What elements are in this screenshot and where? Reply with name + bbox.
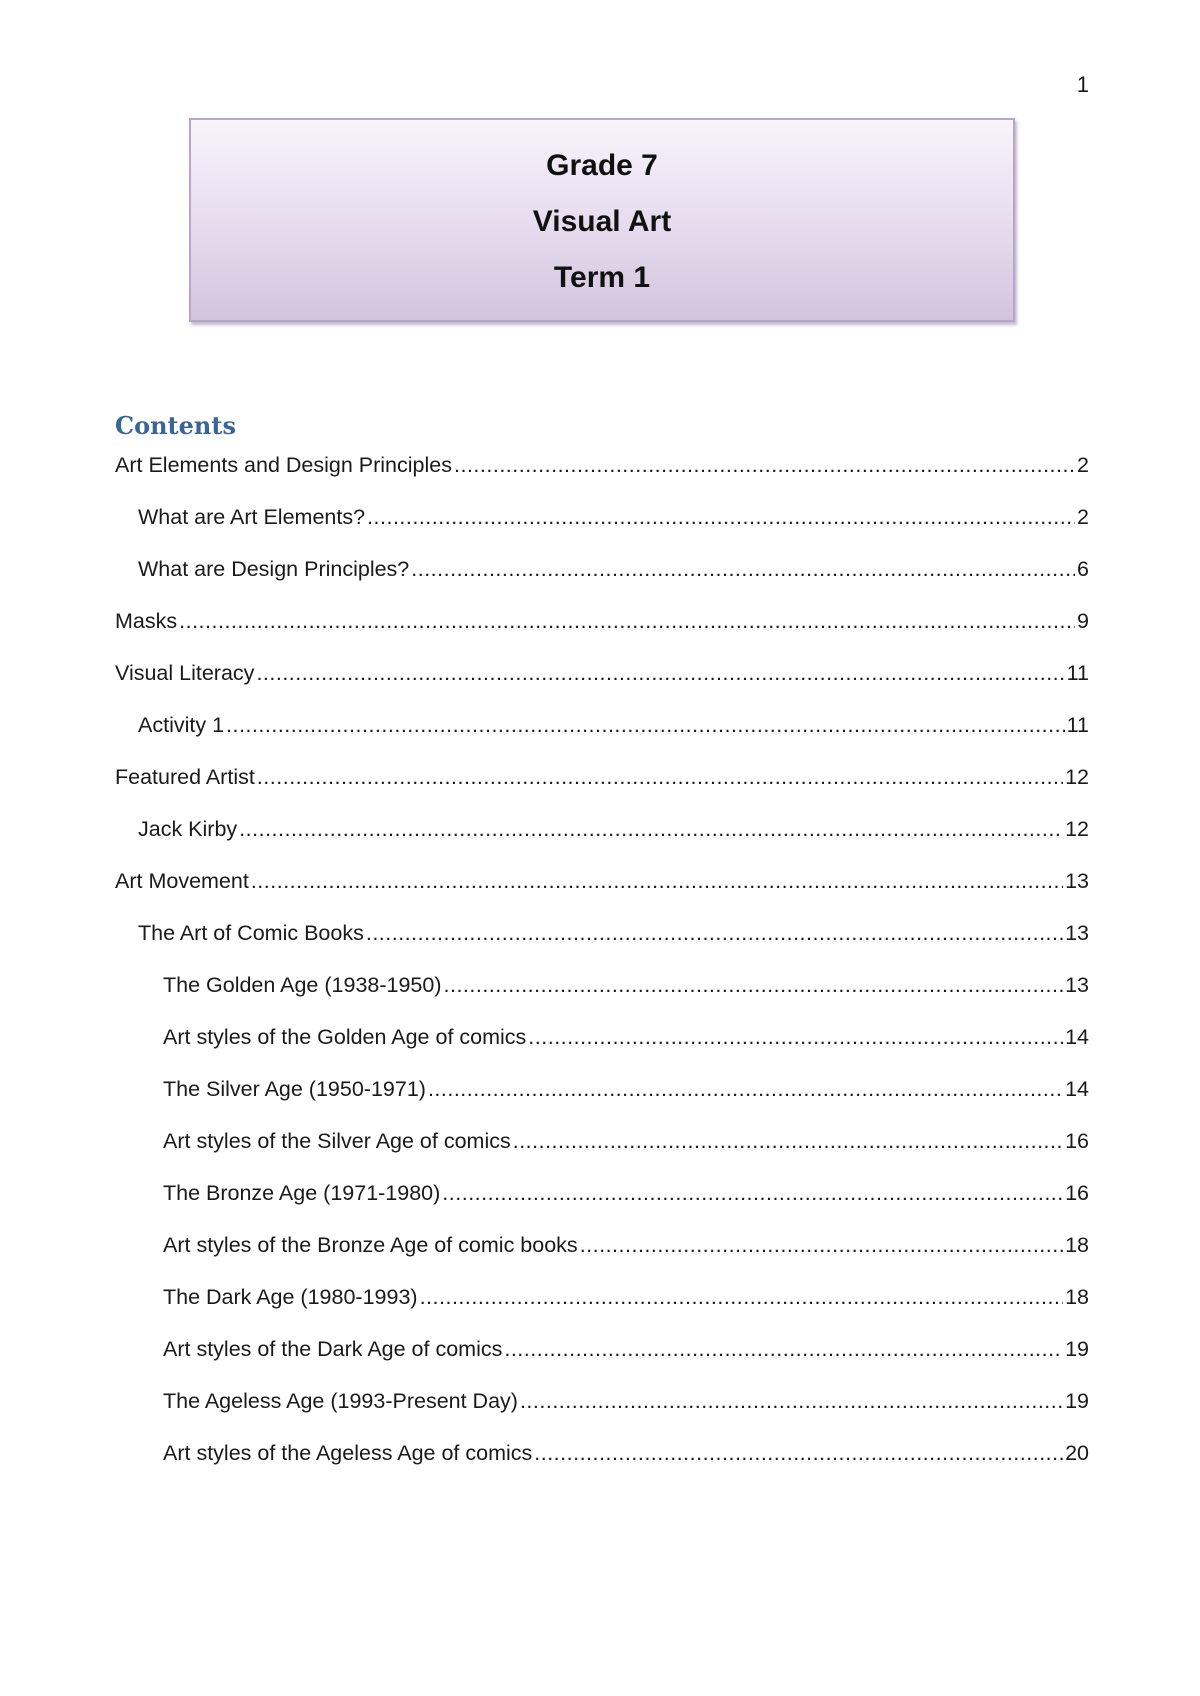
toc-entry[interactable] (138, 815, 1089, 843)
toc-entry-page: 11 (1066, 713, 1089, 737)
toc-leader (226, 711, 1065, 739)
toc-entry-label: Art styles of the Ageless Age of comics (163, 1441, 533, 1465)
toc-entry[interactable] (138, 503, 1089, 531)
toc-entry-page: 18 (1065, 1285, 1089, 1309)
toc-leader (257, 763, 1063, 791)
toc-entry-page: 9 (1077, 609, 1089, 633)
toc-entry[interactable] (163, 1283, 1089, 1311)
title-subject: Visual Art (532, 205, 672, 238)
toc-entry[interactable] (138, 555, 1089, 583)
toc-entry[interactable] (138, 711, 1089, 739)
toc-leader (411, 555, 1075, 583)
title-grade: Grade 7 (546, 149, 658, 182)
toc-leader (534, 1439, 1063, 1467)
toc-entry-page: 11 (1066, 661, 1089, 685)
toc-leader (367, 503, 1075, 531)
toc-leader (454, 451, 1075, 479)
toc-entry[interactable] (115, 763, 1089, 791)
toc-entry[interactable] (163, 1023, 1089, 1051)
toc-entry-page: 12 (1065, 765, 1089, 789)
toc-leader (520, 1387, 1063, 1415)
toc-entry-page: 20 (1065, 1441, 1089, 1465)
toc-entry-label: What are Design Principles? (138, 557, 410, 581)
title-term: Term 1 (553, 261, 651, 294)
toc-leader (239, 815, 1063, 843)
toc-entry-page: 18 (1065, 1233, 1089, 1257)
toc-entry-label: Art Movement (115, 869, 249, 893)
toc-entry[interactable] (163, 1335, 1089, 1363)
toc-entry-page: 13 (1065, 869, 1089, 893)
toc-leader (513, 1127, 1063, 1155)
toc-leader (420, 1283, 1064, 1311)
toc-leader (179, 607, 1075, 635)
contents-heading: Contents (115, 411, 236, 440)
toc-entry[interactable] (115, 867, 1089, 895)
toc-entry-page: 12 (1065, 817, 1089, 841)
toc-leader (251, 867, 1063, 895)
title-box (189, 118, 1015, 322)
toc-entry-page: 2 (1077, 505, 1089, 529)
toc-entry-page: 2 (1077, 453, 1089, 477)
toc-leader (580, 1231, 1063, 1259)
toc-entry-label: Visual Literacy (115, 661, 255, 685)
toc-entry[interactable] (163, 1075, 1089, 1103)
toc-entry-page: 19 (1065, 1389, 1089, 1413)
toc-entry-page: 6 (1077, 557, 1089, 581)
toc-entry-page: 13 (1065, 973, 1089, 997)
toc-leader (444, 971, 1064, 999)
toc-entry-page: 19 (1065, 1337, 1089, 1361)
toc-entry[interactable] (115, 659, 1089, 687)
toc-entry[interactable] (163, 1387, 1089, 1415)
toc-entry-page: 13 (1065, 921, 1089, 945)
toc-entry-label: Masks (115, 609, 178, 633)
toc-entry-label: Art styles of the Dark Age of comics (163, 1337, 503, 1361)
toc-leader (442, 1179, 1063, 1207)
toc-leader (366, 919, 1063, 947)
toc-entry[interactable] (163, 1179, 1089, 1207)
toc-leader (428, 1075, 1063, 1103)
toc-entry[interactable] (163, 1127, 1089, 1155)
toc-entry-label: What are Art Elements? (138, 505, 366, 529)
toc-leader (504, 1335, 1063, 1363)
toc-leader (256, 659, 1064, 687)
toc-entry-label: Featured Artist (115, 765, 255, 789)
toc-entry-page: 16 (1065, 1181, 1089, 1205)
toc-entry-page: 14 (1065, 1077, 1089, 1101)
toc-entry-label: Activity 1 (138, 713, 225, 737)
toc-entry[interactable] (163, 971, 1089, 999)
toc-entry[interactable] (163, 1439, 1089, 1467)
toc-entry-label: The Bronze Age (1971-1980) (163, 1181, 441, 1205)
toc-entry-label: Art styles of the Golden Age of comics (163, 1025, 527, 1049)
toc-entry-label: Art styles of the Silver Age of comics (163, 1129, 511, 1153)
toc-entry-page: 16 (1065, 1129, 1089, 1153)
page-number: 1 (1076, 72, 1089, 97)
toc-entry[interactable] (115, 607, 1089, 635)
toc-entry-label: The Art of Comic Books (138, 921, 364, 945)
toc-entry-label: Art Elements and Design Principles (115, 453, 452, 477)
toc-leader (528, 1023, 1063, 1051)
toc-entry-label: The Silver Age (1950-1971) (163, 1077, 426, 1101)
toc-entry-label: Art styles of the Bronze Age of comic books (163, 1233, 578, 1257)
toc-entry-label: The Dark Age (1980-1993) (163, 1285, 418, 1309)
toc-entry-label: Jack Kirby (138, 817, 238, 841)
toc-entry[interactable] (163, 1231, 1089, 1259)
toc-entry-label: The Ageless Age (1993-Present Day) (163, 1389, 518, 1413)
toc-entry[interactable] (138, 919, 1089, 947)
toc-entry-page: 14 (1065, 1025, 1089, 1049)
toc-entry-label: The Golden Age (1938-1950) (163, 973, 442, 997)
toc-entry[interactable] (115, 451, 1089, 479)
